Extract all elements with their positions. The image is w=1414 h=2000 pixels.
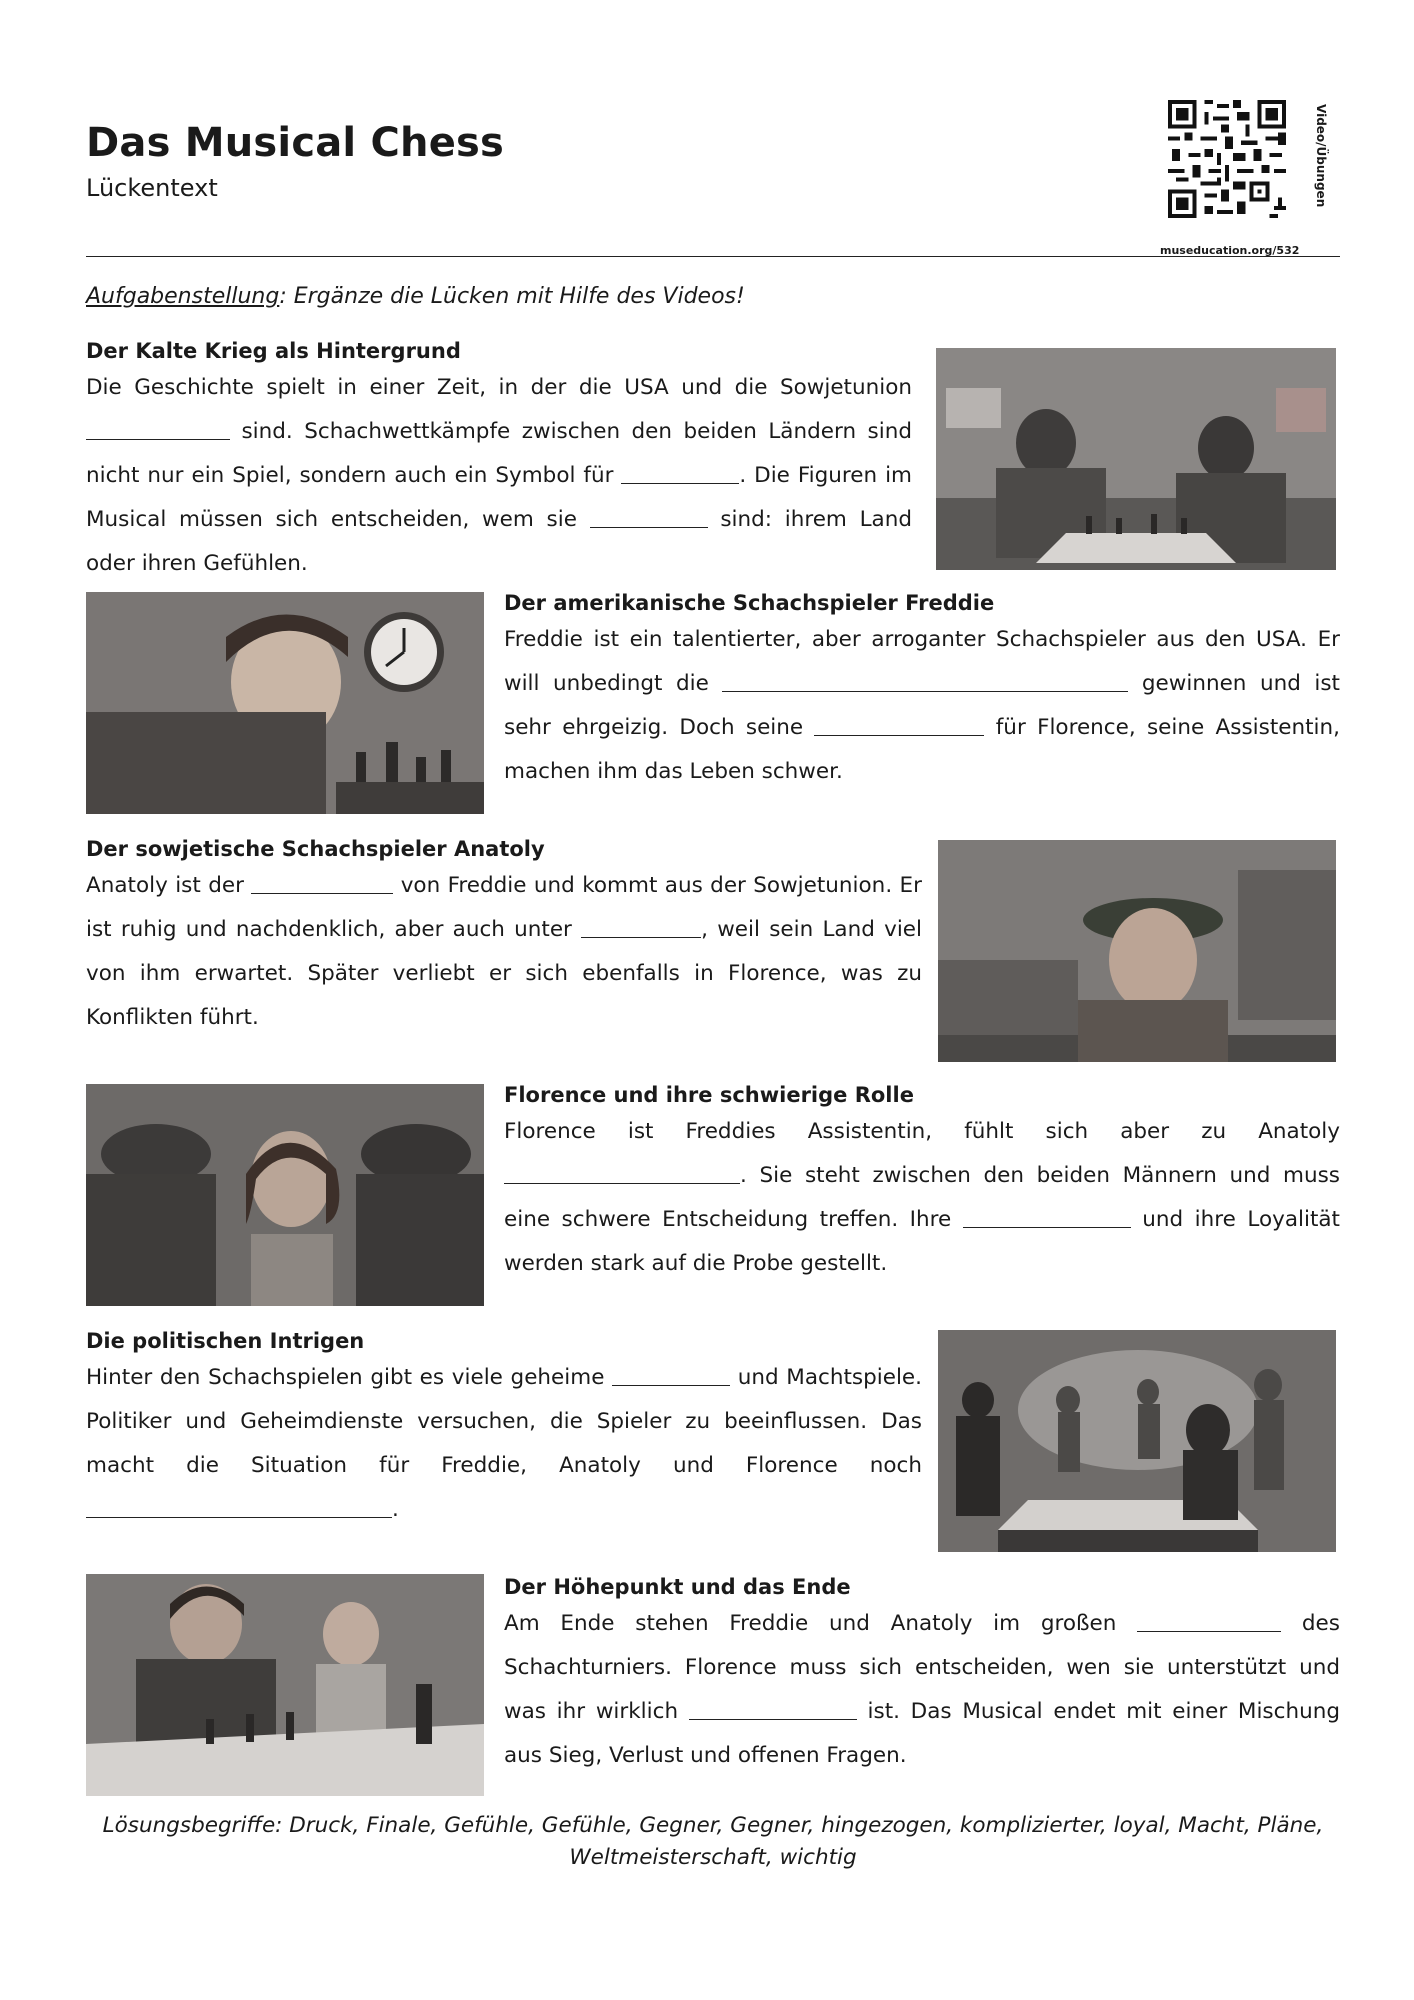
section-heading: Die politischen Intrigen [86, 1329, 365, 1353]
page-subtitle: Lückentext [86, 174, 218, 202]
gap-blank[interactable] [722, 671, 1128, 693]
gap-blank[interactable] [612, 1365, 730, 1387]
gap-blank[interactable] [1137, 1611, 1281, 1633]
section-freddie [504, 588, 1340, 794]
solution-terms: Lösungsbegriffe: Druck, Finale, Gefühle, Gefühle, Gegner, Gegner, hingezogen, komplizierter, loyal, Macht, Pläne, Weltmeisterschaft, wichtig [102, 1813, 1324, 1870]
instruction [86, 284, 745, 309]
section-text: Freddie ist ein talentierter, aber arroganter Schachspieler aus den USA. Er will unbedingt die gewinnen und ist sehr ehrgeizig. Doch seine für Florence, seine Assistentin, machen ihm das Leben schwer. [504, 627, 1340, 784]
section-heading: Der Kalte Krieg als Hintergrund [86, 339, 461, 363]
qr-side-label: Video/Übungen [1314, 104, 1328, 208]
header-divider [86, 256, 1340, 257]
section-heading: Der Höhepunkt und das Ende [504, 1575, 851, 1599]
instruction-label: Aufgabenstellung [86, 284, 280, 309]
section-heading: Der amerikanische Schachspieler Freddie [504, 591, 995, 615]
gap-blank[interactable] [86, 1497, 392, 1519]
section-intrigues [86, 1326, 922, 1532]
instruction-text: : Ergänze die Lücken mit Hilfe des Videos! [279, 284, 745, 309]
illustration-freddie [86, 592, 484, 814]
gap-blank[interactable] [504, 1163, 740, 1185]
gap-blank[interactable] [963, 1207, 1131, 1229]
section-text: Hinter den Schachspielen gibt es viele geheime und Machtspiele. Politiker und Geheimdienste versuchen, die Spieler zu beeinflussen. Das macht die Situation für Freddie, Anatoly und Florence noch . [86, 1365, 922, 1522]
section-heading: Florence und ihre schwierige Rolle [504, 1083, 914, 1107]
section-text: Am Ende stehen Freddie und Anatoly im großen des Schachturniers. Florence muss sich entscheiden, wen sie unterstützt und was ihr wirklich ist. Das Musical endet mit einer Mischung aus Sieg, Verlust und offenen Fragen. [504, 1611, 1340, 1768]
section-text: Anatoly ist der von Freddie und kommt aus der Sowjetunion. Er ist ruhig und nachdenklich, aber auch unter , weil sein Land viel von ihm erwartet. Später verliebt er sich ebenfalls in Florence, was zu Konflikten führt. [86, 873, 922, 1030]
section-anatoly [86, 834, 922, 1040]
gap-blank[interactable] [590, 507, 708, 529]
section-finale [504, 1572, 1340, 1778]
section-text: Die Geschichte spielt in einer Zeit, in der die USA und die Sowjetunion sind. Schachwettkämpfe zwischen den beiden Ländern sind nicht nur ein Spiel, sondern auch ein Symbol für . Die Figuren im Musical müssen sich entscheiden, wem sie sind: ihrem Land oder ihren Gefühlen. [86, 375, 912, 576]
illustration-florence [86, 1084, 484, 1306]
qr-code-icon[interactable] [1168, 100, 1286, 218]
gap-blank[interactable] [689, 1699, 857, 1721]
gap-blank[interactable] [251, 873, 393, 895]
illustration-finale [86, 1574, 484, 1796]
section-text: Florence ist Freddies Assistentin, fühlt sich aber zu Anatoly . Sie steht zwischen den beiden Männern und muss eine schwere Entscheidung treffen. Ihre und ihre Loyalität werden stark auf die Probe gestellt. [504, 1119, 1340, 1276]
gap-blank[interactable] [621, 463, 739, 485]
qr-url[interactable]: museducation.org/532 [1160, 244, 1300, 257]
illustration-anatoly [938, 840, 1336, 1062]
section-florence [504, 1080, 1340, 1286]
gap-blank[interactable] [814, 715, 984, 737]
illustration-chess-cold-war [936, 348, 1336, 570]
page-title: Das Musical Chess [86, 120, 505, 166]
gap-blank[interactable] [86, 419, 230, 441]
illustration-intrigues [938, 1330, 1336, 1552]
section-heading: Der sowjetische Schachspieler Anatoly [86, 837, 545, 861]
section-cold-war [86, 336, 912, 586]
gap-blank[interactable] [581, 917, 701, 939]
